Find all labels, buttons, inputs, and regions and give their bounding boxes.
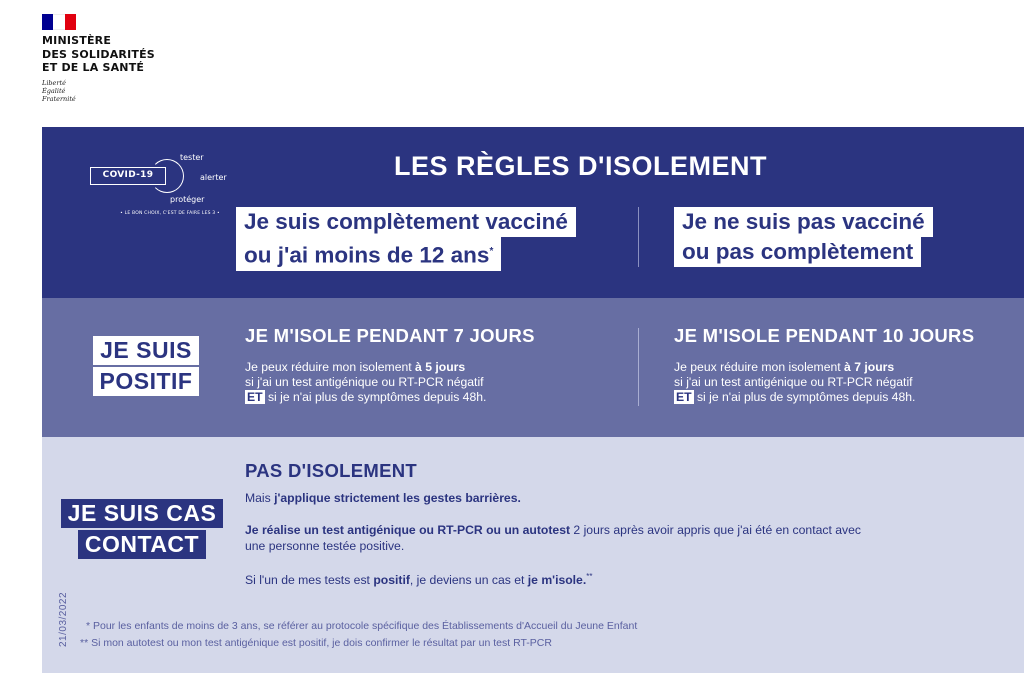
- positive-right-title: JE M'ISOLE PENDANT 10 JOURS: [674, 325, 975, 346]
- contact-p1-b: j'applique strictement les gestes barrières.: [274, 491, 521, 505]
- ministry-name: [42, 34, 242, 75]
- republic-motto: [42, 79, 242, 103]
- badge-slogan: • LE BON CHOIX, C'EST DE FAIRE LES 3 •: [120, 211, 220, 216]
- badge-proteger: protéger: [170, 195, 205, 204]
- page-title: LES RÈGLES D'ISOLEMENT: [394, 151, 767, 181]
- et-badge: ET: [247, 390, 263, 404]
- positive-label: [86, 336, 206, 398]
- positive-left-line-3-text: si je n'ai plus de symptômes depuis 48h.: [264, 390, 487, 404]
- positive-left-title: JE M'ISOLE PENDANT 7 JOURS: [245, 325, 535, 346]
- contact-section: [42, 437, 1024, 673]
- positive-right-line-2: si j'ai un test antigénique ou RT-PCR négatif: [674, 375, 913, 389]
- positive-right-line-1: [674, 360, 915, 375]
- divider: [638, 207, 639, 267]
- ministry-line-3: ET DE LA SANTÉ: [42, 61, 145, 74]
- positive-section: [42, 298, 1024, 437]
- positive-label-line-1: JE SUIS: [93, 336, 199, 365]
- french-flag-icon: [42, 14, 76, 30]
- badge-tester: tester: [180, 153, 204, 162]
- contact-p2-c: une personne testée positive.: [245, 539, 405, 553]
- ministry-logo: [42, 14, 242, 114]
- positive-right-days: à 7 jours: [844, 360, 895, 374]
- positive-left-line-3: [245, 390, 486, 405]
- contact-p3-c: , je deviens un cas et: [409, 573, 528, 588]
- vaccinated-header: [236, 207, 576, 271]
- badge-alerter: alerter: [200, 173, 227, 182]
- unvaccinated-header: [674, 207, 933, 267]
- contact-title: PAS D'ISOLEMENT: [245, 460, 417, 481]
- covid-badge: [90, 153, 250, 223]
- positive-left-line-2: si j'ai un test antigénique ou RT-PCR négatif: [245, 375, 484, 389]
- footnote-1: * Pour les enfants de moins de 3 ans, se référer au protocole spécifique des Établissements d'Accueil du Jeune Enfant: [86, 620, 638, 632]
- contact-paragraph-3: [245, 569, 945, 588]
- contact-paragraph-2: [245, 522, 945, 554]
- divider: [638, 328, 639, 406]
- motto-egalite: Égalité: [42, 86, 66, 95]
- badge-covid-box: COVID-19: [90, 167, 166, 185]
- contact-p1-a: Mais: [245, 491, 275, 505]
- positive-left-line-1: [245, 360, 486, 375]
- positive-left-line-1-a: Je peux réduire mon isolement: [245, 360, 416, 374]
- contact-p3-d: je m'isole.: [527, 573, 587, 588]
- ministry-line-2: DES SOLIDARITÉS: [42, 47, 155, 61]
- motto-liberte: Liberté: [42, 78, 66, 87]
- contact-p3-b: positif: [373, 573, 410, 588]
- vaccinated-line-2: [236, 237, 501, 271]
- positive-right-line-3-text: si je n'ai plus de symptômes depuis 48h.: [693, 390, 916, 404]
- unvaccinated-line-1: Je ne suis pas vacciné: [674, 207, 933, 237]
- positive-right-text: [674, 360, 915, 405]
- vaccinated-line-1: Je suis complètement vacciné: [236, 207, 576, 237]
- contact-paragraph-1: [245, 490, 945, 506]
- positive-left-text: [245, 360, 486, 405]
- contact-p2-a: Je réalise un test antigénique ou RT-PCR ou un autotest: [245, 523, 571, 537]
- contact-p3-a: Si l'un de mes tests est: [245, 573, 374, 588]
- footnote-2: ** Si mon autotest ou mon test antigénique est positif, je dois confirmer le résultat par un test RT-PCR: [80, 637, 552, 649]
- unvaccinated-line-2: ou pas complètement: [674, 237, 921, 267]
- contact-label-line-2: CONTACT: [78, 530, 206, 559]
- positive-label-line-2: POSITIF: [93, 367, 200, 396]
- header-band: [42, 127, 1024, 298]
- publication-date: 21/03/2022: [58, 591, 69, 647]
- ministry-line-1: MINISTÈRE: [42, 34, 112, 47]
- et-badge: ET: [676, 390, 692, 404]
- positive-right-line-1-a: Je peux réduire mon isolement: [674, 360, 845, 374]
- footnote-mark-2: **: [586, 572, 593, 581]
- motto-fraternite: Fraternité: [42, 94, 76, 103]
- contact-label: [56, 499, 228, 561]
- contact-p2-b: 2 jours après avoir appris que j'ai été en contact avec: [570, 523, 861, 537]
- footnote-mark: *: [489, 246, 494, 257]
- vaccinated-line-2-text: ou j'ai moins de 12 ans: [244, 242, 490, 268]
- positive-left-days: à 5 jours: [415, 360, 466, 374]
- positive-right-line-3: [674, 390, 915, 405]
- contact-label-line-1: JE SUIS CAS: [61, 499, 224, 528]
